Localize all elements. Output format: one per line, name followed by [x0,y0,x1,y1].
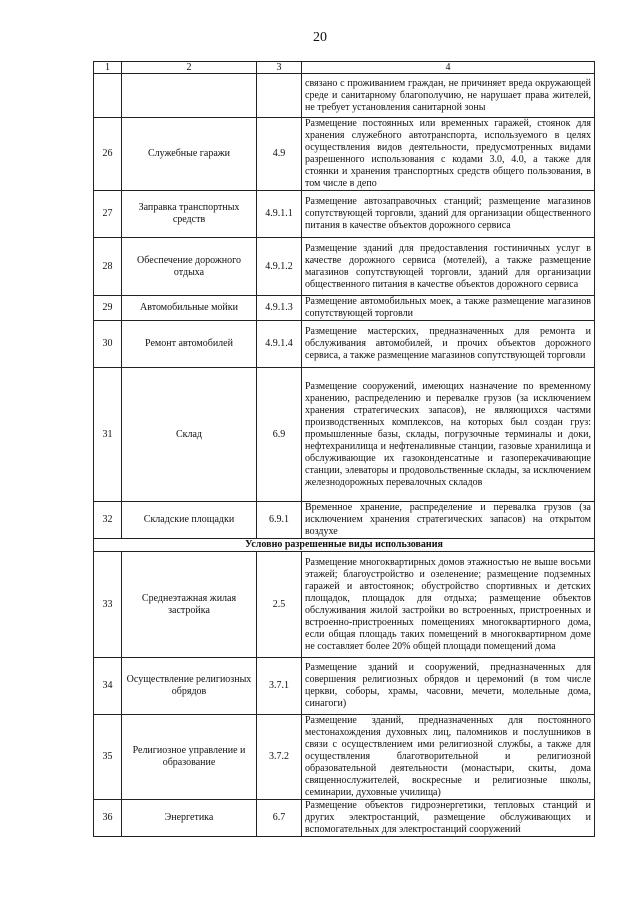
table-row [94,658,595,715]
row-code: 6.7 [257,800,302,837]
row-code: 4.9.1.1 [257,191,302,238]
row-description: Размещение сооружений, имеющих назначение по временному хранению, распределению и перевалке грузов (за исключением хранения стратегических запасов), не являющихся частями производственных комплексов, на которых был создан груз: промышленные базы, склады, погрузочные терминалы и доки, нефтехранилища и нефтеналивные станции, газовые хранилища и обслуживающие их газоконденсатные и газоперекачивающие станции, элеваторы и продовольственные склады, за исключением железнодорожных перевалочных складов [302,368,595,502]
row-description: Размещение объектов гидроэнергетики, тепловых станций и других электростанций, размещение обслуживающих и вспомогательных для электростанций сооружений [302,800,595,837]
row-name: Осуществление религиозных обрядов [122,658,257,715]
row-number: 27 [94,191,122,238]
row-number: 34 [94,658,122,715]
row-description: Размещение постоянных или временных гаражей, стоянок для хранения служебного автотранспорта, используемого в целях осуществления видов деятельности, предусмотренных видами разрешенного использования с кодами 3.0, 4.0, а также для стоянки и хранения транспортных средств общего пользования, в том числе в депо [302,118,595,191]
table-row [94,191,595,238]
row-description: Размещение зданий для предоставления гостиничных услуг в качестве дорожного сервиса (мотелей), а также размещение магазинов сопутствующей торговли, зданий для организации общественного питания в качестве объектов дорожного сервиса [302,238,595,296]
table-row [94,321,595,368]
table-row [94,118,595,191]
header-cell-2: 2 [122,62,257,74]
row-name: Ремонт автомобилей [122,321,257,368]
row-number: 26 [94,118,122,191]
row-number: 29 [94,296,122,321]
table-row [94,715,595,800]
row-description: Размещение зданий, предназначенных для постоянного местонахождения духовных лиц, паломников и послушников в связи с осуществлением ими религиозной службы, а также для осуществления благотворительной и религиозной образовательной деятельности (монастыри, скиты, дома священнослужителей, воскресные и религиозные школы, семинарии, духовные училища) [302,715,595,800]
table-header-row [94,62,595,74]
row-description: Размещение зданий и сооружений, предназначенных для совершения религиозных обрядов и церемоний (в том числе церкви, соборы, храмы, часовни, мечети, молельные дома, синагоги) [302,658,595,715]
row-name: Заправка транспортных средств [122,191,257,238]
row-description: Размещение мастерских, предназначенных для ремонта и обслуживания автомобилей, и прочих объектов дорожного сервиса, а также размещение магазинов сопутствующей торговли [302,321,595,368]
row-code: 3.7.2 [257,715,302,800]
row-number: 28 [94,238,122,296]
row-number: 36 [94,800,122,837]
row-description: Временное хранение, распределение и перевалка грузов (за исключением хранения стратегических запасов) на открытом воздухе [302,502,595,539]
table-row [94,296,595,321]
table-row [94,502,595,539]
row-code: 4.9.1.2 [257,238,302,296]
row-name: Обеспечение дорожного отдыха [122,238,257,296]
row-number: 31 [94,368,122,502]
row-code: 6.9 [257,368,302,502]
row-description: Размещение автозаправочных станций; размещение магазинов сопутствующей торговли, зданий для организации общественного питания в качестве объектов дорожного сервиса [302,191,595,238]
section-title: Условно разрешенные виды использования [94,539,595,552]
row-name: Энергетика [122,800,257,837]
table-row [94,800,595,837]
row-code: 4.9.1.4 [257,321,302,368]
row-name [122,74,257,118]
row-name: Склад [122,368,257,502]
table-row [94,74,595,118]
page-number: 20 [313,30,327,45]
row-description: Размещение многоквартирных домов этажностью не выше восьми этажей; благоустройство и озеленение; размещение подземных гаражей и автостоянок; обустройство спортивных и детских площадок, площадок для отдыха; размещение объектов обслуживания жилой застройки во встроенных, пристроенных и встроенно-пристроенных помещениях многоквартирного дома, если общая площадь таких помещений в многоквартирном доме не составляет более 20% общей площади помещений дома [302,552,595,658]
land-use-table [93,61,595,837]
row-code: 4.9.1.3 [257,296,302,321]
row-name: Служебные гаражи [122,118,257,191]
row-name: Религиозное управление и образование [122,715,257,800]
table-row [94,368,595,502]
row-name: Автомобильные мойки [122,296,257,321]
row-code: 2.5 [257,552,302,658]
row-number: 35 [94,715,122,800]
row-name: Складские площадки [122,502,257,539]
row-description: Размещение автомобильных моек, а также размещение магазинов сопутствующей торговли [302,296,595,321]
row-name: Среднеэтажная жилая застройка [122,552,257,658]
row-code: 3.7.1 [257,658,302,715]
row-description: связано с проживанием граждан, не причиняет вреда окружающей среде и санитарному благополучию, не нарушает права жителей, не требует установления санитарной зоны [302,74,595,118]
row-number: 32 [94,502,122,539]
header-cell-3: 3 [257,62,302,74]
row-number [94,74,122,118]
row-number: 33 [94,552,122,658]
row-code [257,74,302,118]
row-number: 30 [94,321,122,368]
row-code: 4.9 [257,118,302,191]
section-header-row [94,539,595,552]
row-code: 6.9.1 [257,502,302,539]
header-cell-4: 4 [302,62,595,74]
header-cell-1: 1 [94,62,122,74]
table-row [94,552,595,658]
table-row [94,238,595,296]
